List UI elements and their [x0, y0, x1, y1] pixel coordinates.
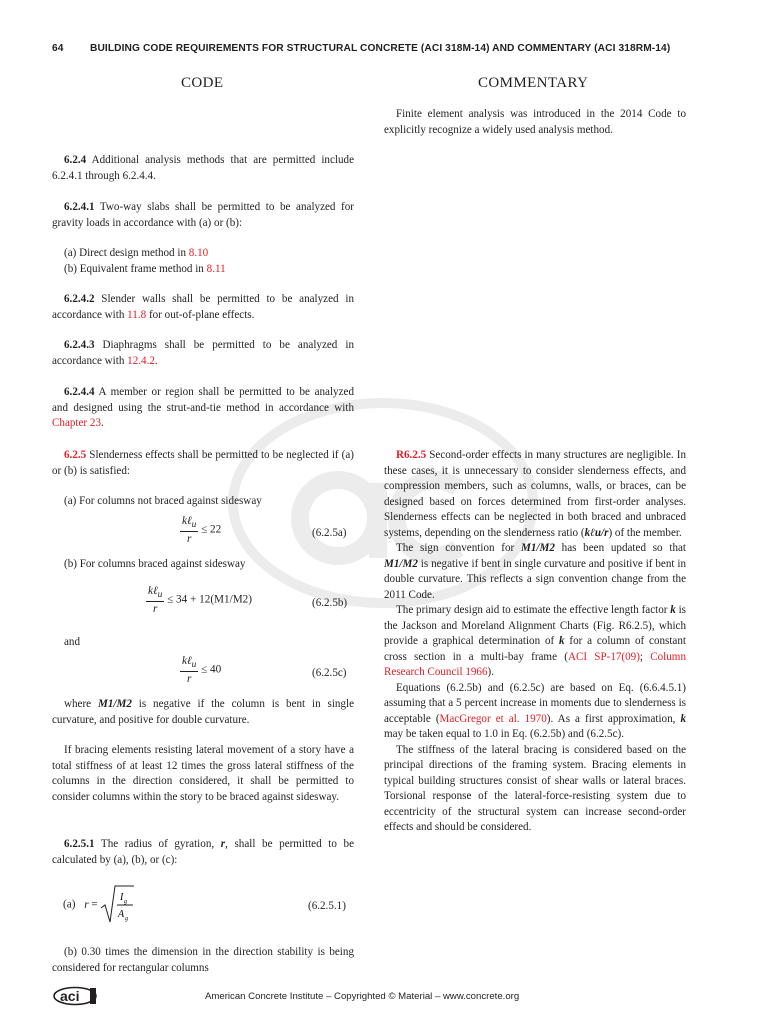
section-6-2-5: 6.2.5 Slenderness effects shall be permitted to be neglected if (a) or (b) is satisfied: [52, 449, 354, 477]
svg-text:g: g [125, 916, 129, 922]
section-6-2-4-4: 6.2.4.4 A member or region shall be permitted to be analyzed and designed using the strut-and-tie method in accordance with Chapter 23. [52, 386, 354, 429]
ref-8-11[interactable]: 8.11 [206, 262, 226, 275]
ref-chapter-23[interactable]: Chapter 23 [52, 417, 101, 429]
equation-6-2-5-1: (a) r = I g A g [63, 884, 134, 926]
running-header [52, 43, 670, 54]
page-number: 64 [52, 43, 64, 54]
radius-item-b: (b) 0.30 times the dimension in the direction stability is being considered for rectangular columns [52, 946, 354, 974]
condition-a: (a) For columns not braced against sidesway [64, 495, 262, 507]
r625-label: R6.2.5 [396, 449, 427, 461]
aci-logo-text: aci [60, 988, 80, 1004]
equation-number-6-2-5a: (6.2.5a) [312, 527, 347, 539]
ref-8-10[interactable]: 8.10 [188, 247, 209, 259]
equation-number-6-2-5-1: (6.2.5.1) [308, 900, 346, 912]
section-6-2-4-3: 6.2.4.3 Diaphragms shall be permitted to be analyzed in accordance with 12.4.2. [52, 339, 354, 367]
code-column-heading: CODE [181, 75, 224, 91]
ref-aci-sp17[interactable]: ACI SP-17(09) [567, 650, 640, 663]
radical-sign [100, 884, 134, 926]
commentary-intro: Finite element analysis was introduced in the 2014 Code to explicitly recognize a widely used analysis method. [384, 108, 686, 136]
method-list: (a) Direct design method in 8.10 (b) Equivalent frame method in 8.11 [64, 247, 226, 275]
svg-text:I: I [120, 892, 124, 903]
equation-number-6-2-5c: (6.2.5c) [312, 667, 347, 679]
commentary-column-heading: COMMENTARY [478, 75, 589, 91]
copyright-footer: American Concrete Institute – Copyrighted © Material – www.concrete.org [205, 991, 520, 1002]
section-6-2-4-2: 6.2.4.2 Slender walls shall be permitted to be analyzed in accordance with 11.8 for out-of-plane effects. [52, 293, 354, 321]
equation-6-2-5b: $\frac{k\ell_u}{r}$ ≤ 34 + 12(M1/M2) [148, 585, 252, 616]
section-6-2-4: 6.2.4 Additional analysis methods that are permitted include 6.2.4.1 through 6.2.4.4. [52, 154, 354, 182]
equation-6-2-5a: $\frac{k\ell_u}{r}$ ≤ 22 [182, 515, 222, 546]
header-title: BUILDING CODE REQUIREMENTS FOR STRUCTURAL CONCRETE (ACI 318M-14) AND COMMENTARY (ACI 318RM-14) [90, 43, 671, 54]
ref-12-4-2[interactable]: 12.4.2 [127, 354, 155, 367]
ref-column-research-council[interactable]: Column Research Council 1966 [384, 650, 686, 678]
svg-text:A: A [118, 909, 125, 920]
equation-6-2-5c: $\frac{k\ell_u}{r}$ ≤ 40 [182, 655, 222, 686]
bracing-paragraph: If bracing elements resisting lateral movement of a story have a total stiffness of at least 12 times the gross lateral stiffness of the columns in the direction considered, it shall be permitted to consider columns within the story to be braced against sidesway. [52, 744, 354, 803]
svg-text:g: g [124, 899, 128, 905]
section-6-2-5-1: 6.2.5.1 The radius of gyration, r, shall be permitted to be calculated by (a), (b), or (c): [52, 838, 354, 866]
where-clause: where M1/M2 is negative if the column is bent in single curvature, and positive for double curvature. [52, 698, 355, 726]
aci-logo [52, 986, 98, 1006]
ref-macgregor[interactable]: MacGregor et al. 1970 [439, 712, 547, 725]
section-6-2-4-1: 6.2.4.1 Two-way slabs shall be permitted to be analyzed for gravity loads in accordance with (a) or (b): [52, 201, 354, 229]
condition-b: (b) For columns braced against sidesway [64, 558, 246, 570]
equation-number-6-2-5b: (6.2.5b) [312, 597, 348, 609]
and-connector: and [64, 636, 81, 648]
ref-11-8[interactable]: 11.8 [127, 308, 147, 321]
commentary-r625: R6.2.5 Second-order effects in many structures are negligible. In these cases, it is unnecessary to consider slenderness effects, and compression members, such as columns, walls, or braces, can be designed based on forces determined from first-order analyses. Slenderness effects can be neglected in both braced and unbraced systems, depending on the slenderness ratio (kℓu/r) of the member. The sign convention for M1/M2 has been updated so that M1/M2 is negative if bent in single curvature and positive if bent in double curvature. This reflects a sign convention change from the 2011 Code. The primary design aid to estimate the effective length factor k is the Jackson and Moreland Alignment Charts (Fig. R6.2.5), which provide a graphical determination of k for a column of constant cross section in a multi-bay frame (ACI SP-17(09); Column Research Council 1966). Equations (6.2.5b) and (6.2.5c) are based on Eq. (6.6.4.5.1) assuming that a 5 percent increase in moments due to slenderness is acceptable (MacGregor et al. 1970). As a first approximation, k may be taken equal to 1.0 in Eq. (6.2.5b) and (6.2.5c). The stiffness of the lateral bracing is considered based on the principal directions of the framing system. Bracing elements in typical building structures consist of shear walls or lateral braces. Torsional response of the lateral-force-resisting system due to eccentricity of the structural system can increase second-order effects and should be considered. [384, 449, 686, 833]
